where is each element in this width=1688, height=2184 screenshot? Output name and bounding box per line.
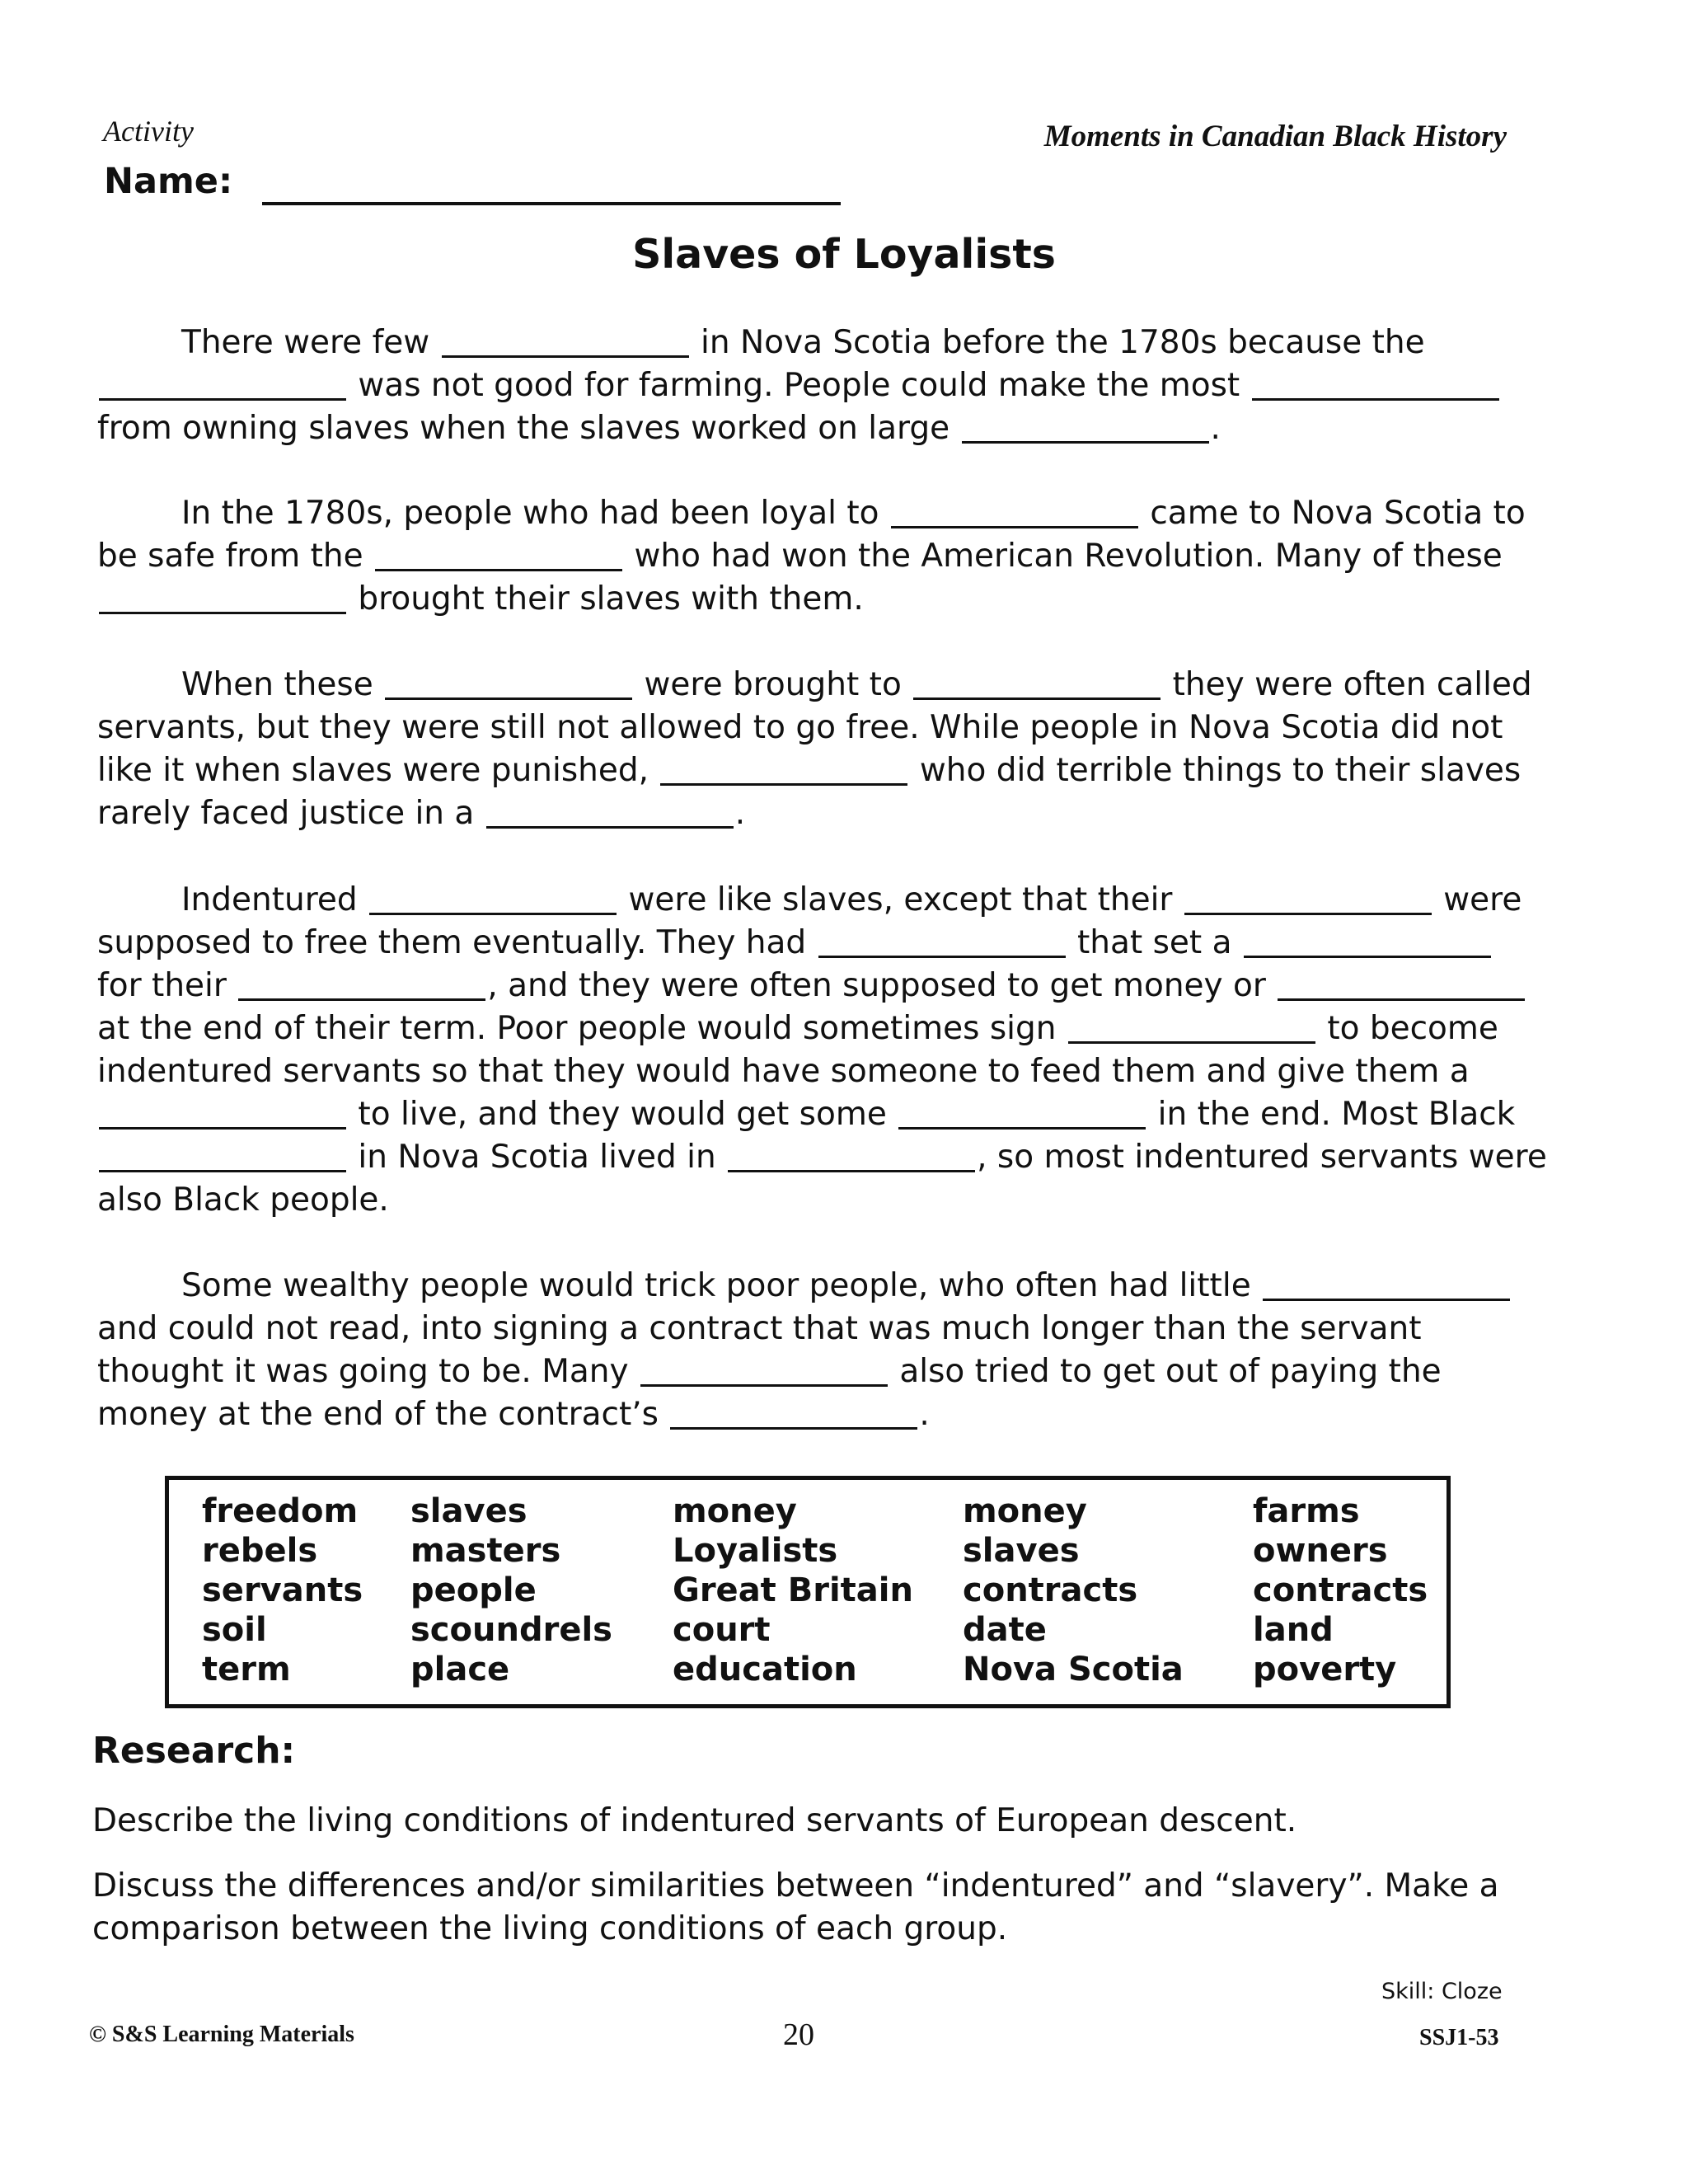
blank[interactable] (670, 1394, 917, 1430)
blank[interactable] (1184, 880, 1432, 915)
research-question-1: Describe the living conditions of indentured servants of European descent. (92, 1802, 1297, 1839)
word-bank-item: date (963, 1611, 1047, 1649)
blank[interactable] (913, 665, 1160, 700)
word-bank (165, 1476, 1451, 1708)
blank[interactable] (1068, 1008, 1315, 1044)
paragraph-3: When these were brought to they were often called servants, but they were still not allowed to go free. While people in Nova Scotia did not like it when slaves were punished, who did terrible things to their slaves rarely faced justice in a . (97, 666, 1532, 832)
word-bank-item: people (410, 1571, 537, 1609)
word-bank-item: Nova Scotia (963, 1651, 1184, 1688)
word-bank-column-5 (1253, 1491, 1428, 1689)
blank[interactable] (728, 1137, 975, 1172)
page-number: 20 (783, 2017, 814, 2052)
paragraph-4: Indentured were like slaves, except that their were supposed to free them eventually. They had that set a for their , and they were often supposed to get money or at the end of their term. Poor people would sometimes sign to become indentured servants so that they would have someone to feed them and give them a to live, and they would get some in the end. Most Black in Nova Scotia lived in , so most indentured servants were also Black people. (97, 881, 1547, 1219)
word-bank-item: money (673, 1492, 797, 1530)
word-bank-item: masters (410, 1532, 561, 1570)
blank[interactable] (99, 579, 346, 614)
skill-label: Skill: Cloze (1381, 1979, 1503, 2004)
blank[interactable] (640, 1351, 888, 1387)
word-bank-item: land (1253, 1611, 1334, 1649)
word-bank-column-3 (673, 1491, 913, 1689)
blank[interactable] (442, 322, 689, 358)
word-bank-column-4 (963, 1491, 1184, 1689)
copyright: © S&S Learning Materials (89, 2022, 354, 2047)
word-bank-item: scoundrels (410, 1611, 612, 1649)
word-bank-item: farms (1253, 1492, 1360, 1530)
blank[interactable] (369, 880, 617, 915)
word-bank-item: Loyalists (673, 1532, 838, 1570)
blank[interactable] (962, 408, 1209, 444)
word-bank-item: poverty (1253, 1651, 1397, 1688)
name-label: Name: (104, 161, 233, 202)
blank[interactable] (1263, 1266, 1510, 1301)
word-bank-item: money (963, 1492, 1087, 1530)
word-bank-item: slaves (410, 1492, 528, 1530)
word-bank-item: rebels (202, 1532, 318, 1570)
blank[interactable] (1244, 923, 1491, 958)
word-bank-item: slaves (963, 1532, 1080, 1570)
blank[interactable] (99, 1137, 346, 1172)
page-title: Slaves of Loyalists (632, 231, 1056, 278)
word-bank-item: court (673, 1611, 771, 1649)
blank[interactable] (238, 965, 485, 1001)
blank[interactable] (660, 750, 907, 786)
paragraph-1: There were few in Nova Scotia before the 1780s because the was not good for farming. People could make the most from owning slaves when the slaves worked on large . (97, 322, 1523, 450)
blank[interactable] (375, 536, 622, 571)
word-bank-column-2 (410, 1491, 612, 1689)
blank[interactable] (486, 793, 734, 829)
blank[interactable] (99, 365, 346, 401)
word-bank-item: contracts (963, 1571, 1138, 1609)
paragraph-2: In the 1780s, people who had been loyal to came to Nova Scotia to be safe from the who had won the American Revolution. Many of these brought their slaves with them. (97, 495, 1526, 618)
word-bank-item: owners (1253, 1532, 1388, 1570)
word-bank-item: education (673, 1651, 857, 1688)
series-title: Moments in Canadian Black History (1043, 120, 1507, 153)
blank[interactable] (891, 493, 1138, 528)
blank[interactable] (898, 1094, 1146, 1130)
word-bank-item: freedom (202, 1492, 359, 1530)
word-bank-column-1 (202, 1491, 363, 1689)
word-bank-item: place (410, 1651, 510, 1688)
product-code: SSJ1-53 (1419, 2025, 1499, 2050)
research-heading: Research: (92, 1730, 296, 1772)
paragraph-5: Some wealthy people would trick poor people, who often had little and could not read, into signing a contract that was much longer than the servant thought it was going to be. Many also tried to get out of paying the money at the end of the contract’s . (97, 1265, 1523, 1436)
word-bank-item: soil (202, 1611, 267, 1649)
blank[interactable] (385, 665, 632, 700)
word-bank-item: Great Britain (673, 1571, 913, 1609)
research-question-2: Discuss the differences and/or similarities between “indentured” and “slavery”. Make a comparison between the living conditions of each group. (92, 1867, 1499, 1947)
blank[interactable] (1252, 365, 1499, 401)
word-bank-item: servants (202, 1571, 363, 1609)
blank[interactable] (1278, 965, 1525, 1001)
word-bank-item: term (202, 1651, 291, 1688)
blank[interactable] (99, 1094, 346, 1130)
word-bank-item: contracts (1253, 1571, 1428, 1609)
activity-label: Activity (103, 115, 194, 148)
name-field-line[interactable] (262, 202, 841, 205)
blank[interactable] (818, 923, 1066, 958)
